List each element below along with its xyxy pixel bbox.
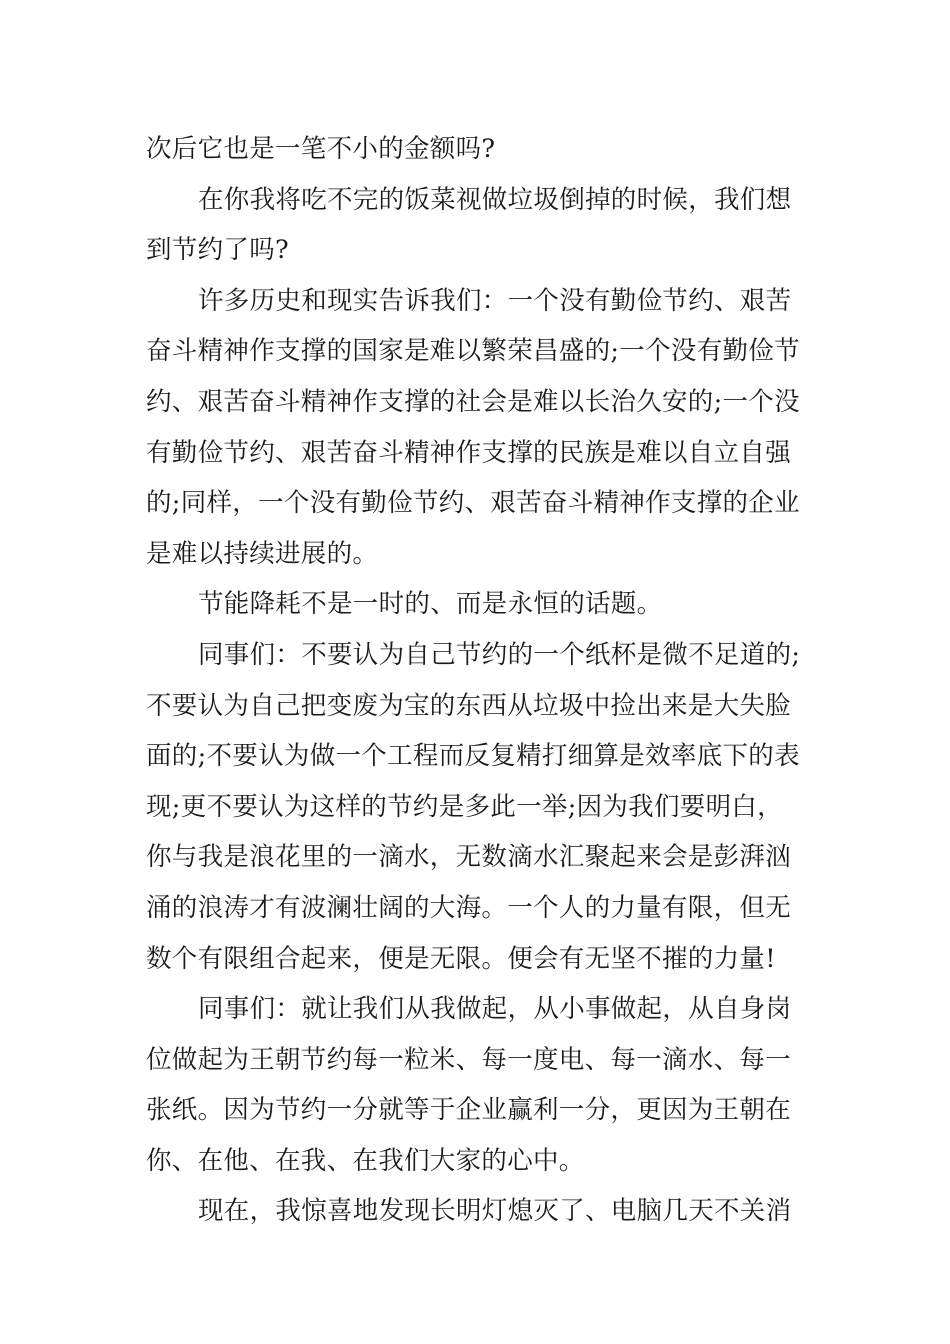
- text-line: 到节约了吗?: [146, 235, 289, 266]
- text-line: 你与我是浪花里的一滴水，无数滴水汇聚起来会是彭湃汹: [146, 842, 792, 873]
- text-line: 节能降耗不是一时的、而是永恒的话题。: [198, 589, 663, 620]
- text-line: 你、在他、在我、在我们大家的心中。: [146, 1145, 585, 1176]
- document-body: [146, 124, 811, 1237]
- text-line: 张纸。因为节约一分就等于企业赢利一分，更因为王朝在: [146, 1095, 792, 1126]
- text-line: 有勤俭节约、艰苦奋斗精神作支撑的民族是难以自立自强: [146, 437, 792, 468]
- text-line: 的;同样，一个没有勤俭节约、艰苦奋斗精神作支撑的企业: [146, 488, 800, 519]
- text-line: 面的;不要认为做一个工程而反复精打细算是效率底下的表: [146, 741, 800, 772]
- text-line: 约、艰苦奋斗精神作支撑的社会是难以长治久安的;一个没: [146, 386, 800, 417]
- text-line: 现;更不要认为这样的节约是多此一举;因为我们要明白，: [146, 791, 783, 822]
- text-line: 同事们：不要认为自己节约的一个纸杯是微不足道的;: [198, 639, 801, 670]
- text-line: 许多历史和现实告诉我们：一个没有勤俭节约、艰苦: [198, 285, 792, 316]
- text-line: 现在，我惊喜地发现长明灯熄灭了、电脑几天不关消: [198, 1196, 792, 1227]
- text-line: 数个有限组合起来，便是无限。便会有无坚不摧的力量!: [146, 943, 776, 974]
- text-line: 次后它也是一笔不小的金额吗?: [146, 134, 496, 164]
- text-line: 位做起为王朝节约每一粒米、每一度电、每一滴水、每一: [146, 1044, 792, 1075]
- text-line: 同事们：就让我们从我做起，从小事做起，从自身岗: [198, 994, 792, 1025]
- text-line: 涌的浪涛才有波澜壮阔的大海。一个人的力量有限，但无: [146, 892, 792, 923]
- text-line: 不要认为自己把变废为宝的东西从垃圾中捡出来是大失脸: [146, 690, 792, 721]
- text-line: 是难以持续进展的。: [146, 538, 379, 569]
- text-line: 奋斗精神作支撑的国家是难以繁荣昌盛的;一个没有勤俭节: [146, 336, 800, 367]
- text-line: 在你我将吃不完的饭菜视做垃圾倒掉的时候，我们想: [198, 184, 792, 215]
